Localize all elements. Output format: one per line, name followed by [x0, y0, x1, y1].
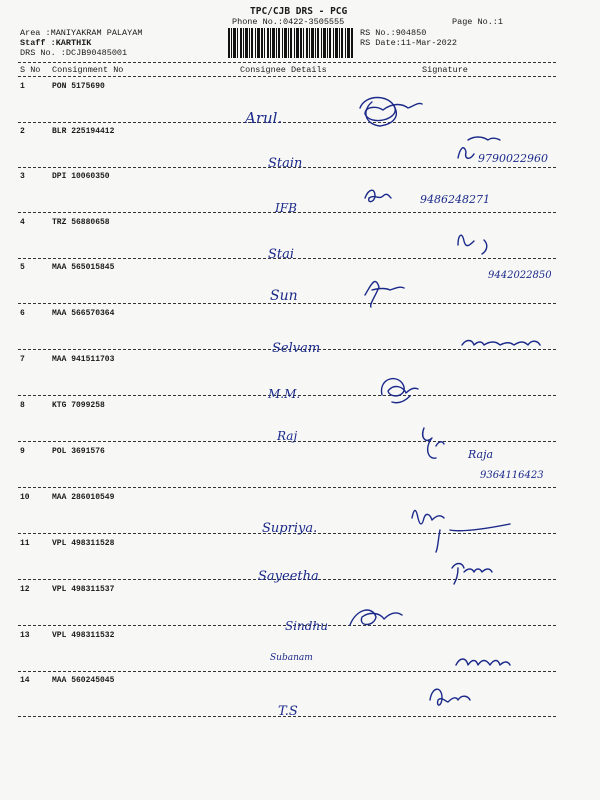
signature-4 [458, 235, 487, 254]
row-sno: 11 [20, 539, 30, 548]
hw-name-8: Raj [277, 429, 298, 443]
row-sno: 12 [20, 585, 30, 594]
row-consignment-no: TRZ 56880658 [52, 218, 110, 227]
hw-name-11: Sindhu [285, 619, 328, 633]
header-bottom-rule [18, 76, 556, 77]
row-sno: 5 [20, 263, 25, 272]
document-title: TPC/CJB DRS - PCG [250, 6, 348, 17]
col-consignment: Consignment No [52, 65, 124, 75]
row-separator [18, 122, 556, 123]
signature-11 [350, 610, 402, 625]
row-consignment-no: KTG 7099258 [52, 401, 105, 410]
signature-7 [382, 379, 418, 403]
row-consignment-no: BLR 225194412 [52, 127, 115, 136]
row-separator [18, 441, 556, 442]
row-separator [18, 625, 556, 626]
col-consignee: Consignee Details [240, 65, 327, 75]
row-sno: 14 [20, 676, 30, 685]
hw-name-2: Stain [268, 156, 303, 171]
row-sno: 4 [20, 218, 25, 227]
row-separator [18, 349, 556, 350]
hw-name-1: Arul. [245, 109, 283, 127]
row-sno: 7 [20, 355, 25, 364]
hw-name-13: T.S [278, 704, 298, 719]
header-top-rule [18, 62, 556, 63]
row-sno: 2 [20, 127, 25, 136]
hw-name-4: Stai [268, 247, 295, 262]
hw-name-10: Sayeetha [258, 569, 319, 584]
row-separator [18, 579, 556, 580]
row-consignment-no: VPL 498311537 [52, 585, 115, 594]
staff-field: Staff :KARTHIK [20, 38, 92, 48]
signature-6 [462, 341, 540, 346]
signature-8 [423, 428, 444, 458]
row-consignment-no: MAA 566570364 [52, 309, 115, 318]
row-consignment-no: MAA 560245045 [52, 676, 115, 685]
row-sno: 1 [20, 82, 25, 91]
signature-2 [458, 137, 500, 158]
hw-name-5: Sun [270, 288, 298, 304]
row-separator [18, 716, 556, 717]
page-number: Page No.:1 [452, 17, 504, 27]
row-sno: 10 [20, 493, 30, 502]
signature-12 [456, 659, 510, 665]
row-consignment-no: MAA 565015845 [52, 263, 115, 272]
rs-date: RS Date:11-Mar-2022 [360, 38, 457, 48]
row-consignment-no: VPL 498311532 [52, 631, 115, 640]
row-consignment-no: DPI 10060350 [52, 172, 110, 181]
drs-number: DRS No. :DCJB90485001 [20, 48, 128, 58]
signature-13 [430, 689, 470, 705]
row-separator [18, 212, 556, 213]
row-separator [18, 533, 556, 534]
hw-number-2: 9486248271 [420, 193, 490, 206]
hw-number-1: 9790022960 [478, 152, 548, 165]
row-separator [18, 671, 556, 672]
area-field: Area :MANIYAKRAM PALAYAM [20, 28, 143, 38]
hw-number-4: 9364116423 [480, 470, 544, 481]
signature-3 [365, 190, 391, 201]
row-sno: 3 [20, 172, 25, 181]
row-sno: 8 [20, 401, 25, 410]
hw-name-12: Subanam [270, 653, 313, 663]
hw-name-6: Selvam [272, 341, 321, 356]
hw-number-3: 9442022850 [488, 270, 552, 281]
row-consignment-no: POL 3691576 [52, 447, 105, 456]
row-separator [18, 303, 556, 304]
row-separator [18, 258, 556, 259]
row-consignment-no: MAA 286010549 [52, 493, 115, 502]
row-sno: 13 [20, 631, 30, 640]
signature-9 [412, 511, 510, 553]
signature-1 [360, 98, 422, 121]
barcode-image [228, 28, 354, 58]
phone-number: Phone No.:0422-3505555 [232, 17, 345, 27]
col-sno: S No [20, 65, 41, 75]
row-separator [18, 167, 556, 168]
col-signature: Signature [422, 65, 468, 75]
row-consignment-no: VPL 498311528 [52, 539, 115, 548]
hw-name-9: Supriya. [262, 521, 318, 536]
row-separator [18, 487, 556, 488]
row-sno: 6 [20, 309, 25, 318]
hw-name-3: IFB [275, 201, 297, 215]
signature-10 [452, 564, 492, 585]
row-consignment-no: PON 5175690 [52, 82, 105, 91]
hw-word-1: Raja [468, 448, 494, 461]
row-sno: 9 [20, 447, 25, 456]
rs-number: RS No.:904850 [360, 28, 427, 38]
row-consignment-no: MAA 941511703 [52, 355, 115, 364]
hw-name-7: M.M. [268, 387, 301, 401]
row-separator [18, 395, 556, 396]
